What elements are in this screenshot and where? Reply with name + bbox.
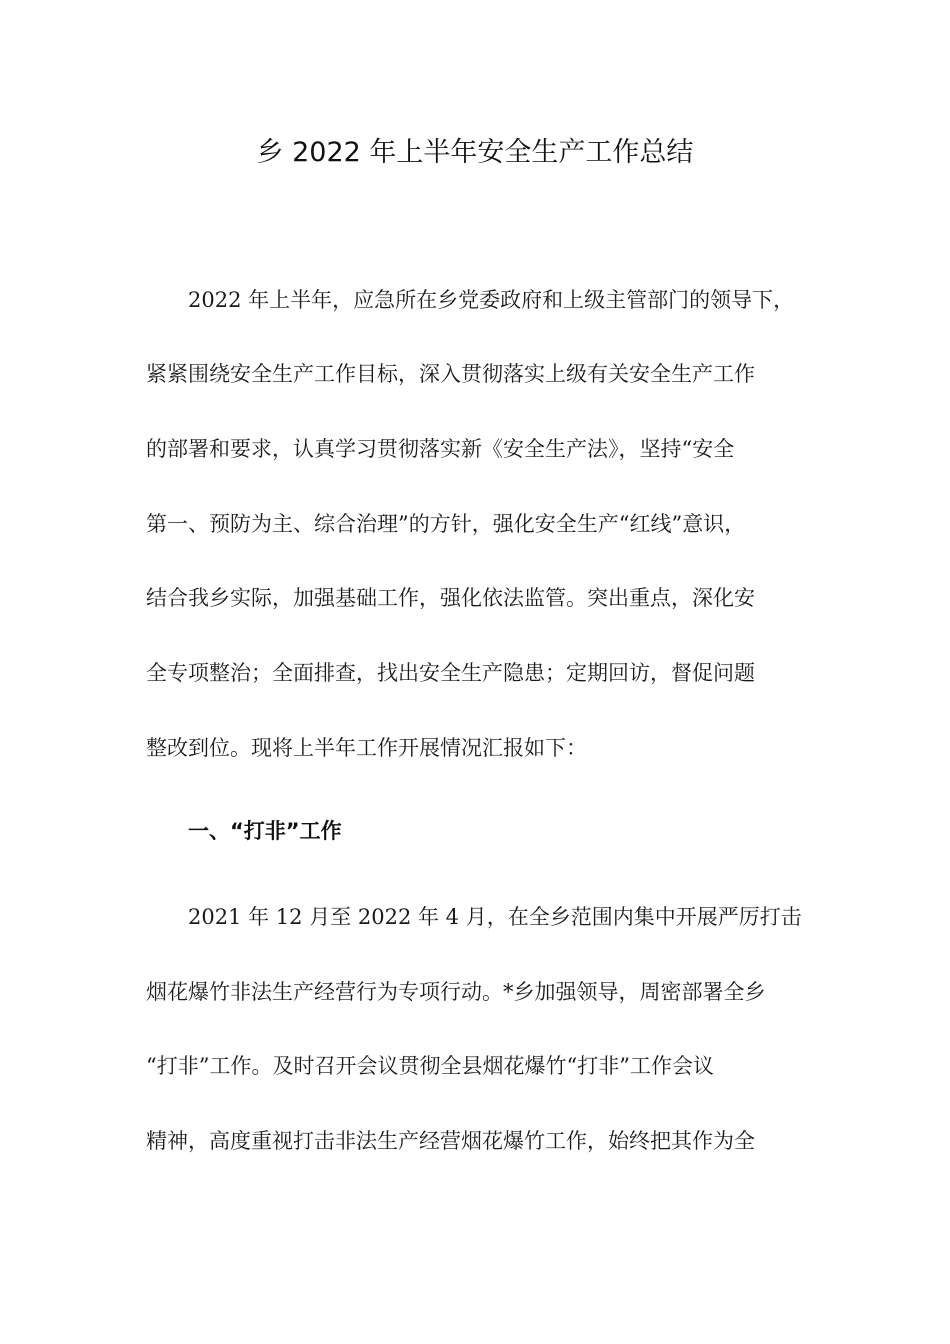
paragraph-1-line-7: 整改到位。现将上半年工作开展情况汇报如下： <box>146 736 587 760</box>
paragraph-1-line-3: 的部署和要求，认真学习贯彻落实新《安全生产法》，坚持“安全 <box>146 437 735 461</box>
paragraph-1-line-2: 紧紧围绕安全生产工作目标，深入贯彻落实上级有关安全生产工作 <box>146 362 755 386</box>
paragraph-1-line-4: 第一、预防为主、综合治理”的方针，强化安全生产“红线”意识， <box>146 512 746 536</box>
paragraph-1-line-1: 2022 年上半年，应急所在乡党委政府和上级主管部门的领导下， <box>188 288 795 312</box>
paragraph-1-line-5: 结合我乡实际，加强基础工作，强化依法监管。突出重点，深化安 <box>146 586 755 610</box>
section-1-heading: 一、“打非”工作 <box>188 819 342 843</box>
paragraph-2-line-4: 精神，高度重视打击非法生产经营烟花爆竹工作，始终把其作为全 <box>146 1129 755 1153</box>
paragraph-2-line-2: 烟花爆竹非法生产经营行为专项行动。*乡加强领导，周密部署全乡 <box>146 980 766 1004</box>
paragraph-2-line-3: “打非”工作。及时召开会议贯彻全县烟花爆竹“打非”工作会议 <box>146 1054 714 1078</box>
document-title: 乡 2022 年上半年安全生产工作总结 <box>256 137 694 168</box>
paragraph-2-line-1: 2021 年 12 月至 2022 年 4 月，在全乡范围内集中开展严厉打击 <box>188 905 802 929</box>
paragraph-1-line-6: 全专项整治；全面排查，找出安全生产隐患；定期回访，督促问题 <box>146 661 755 685</box>
